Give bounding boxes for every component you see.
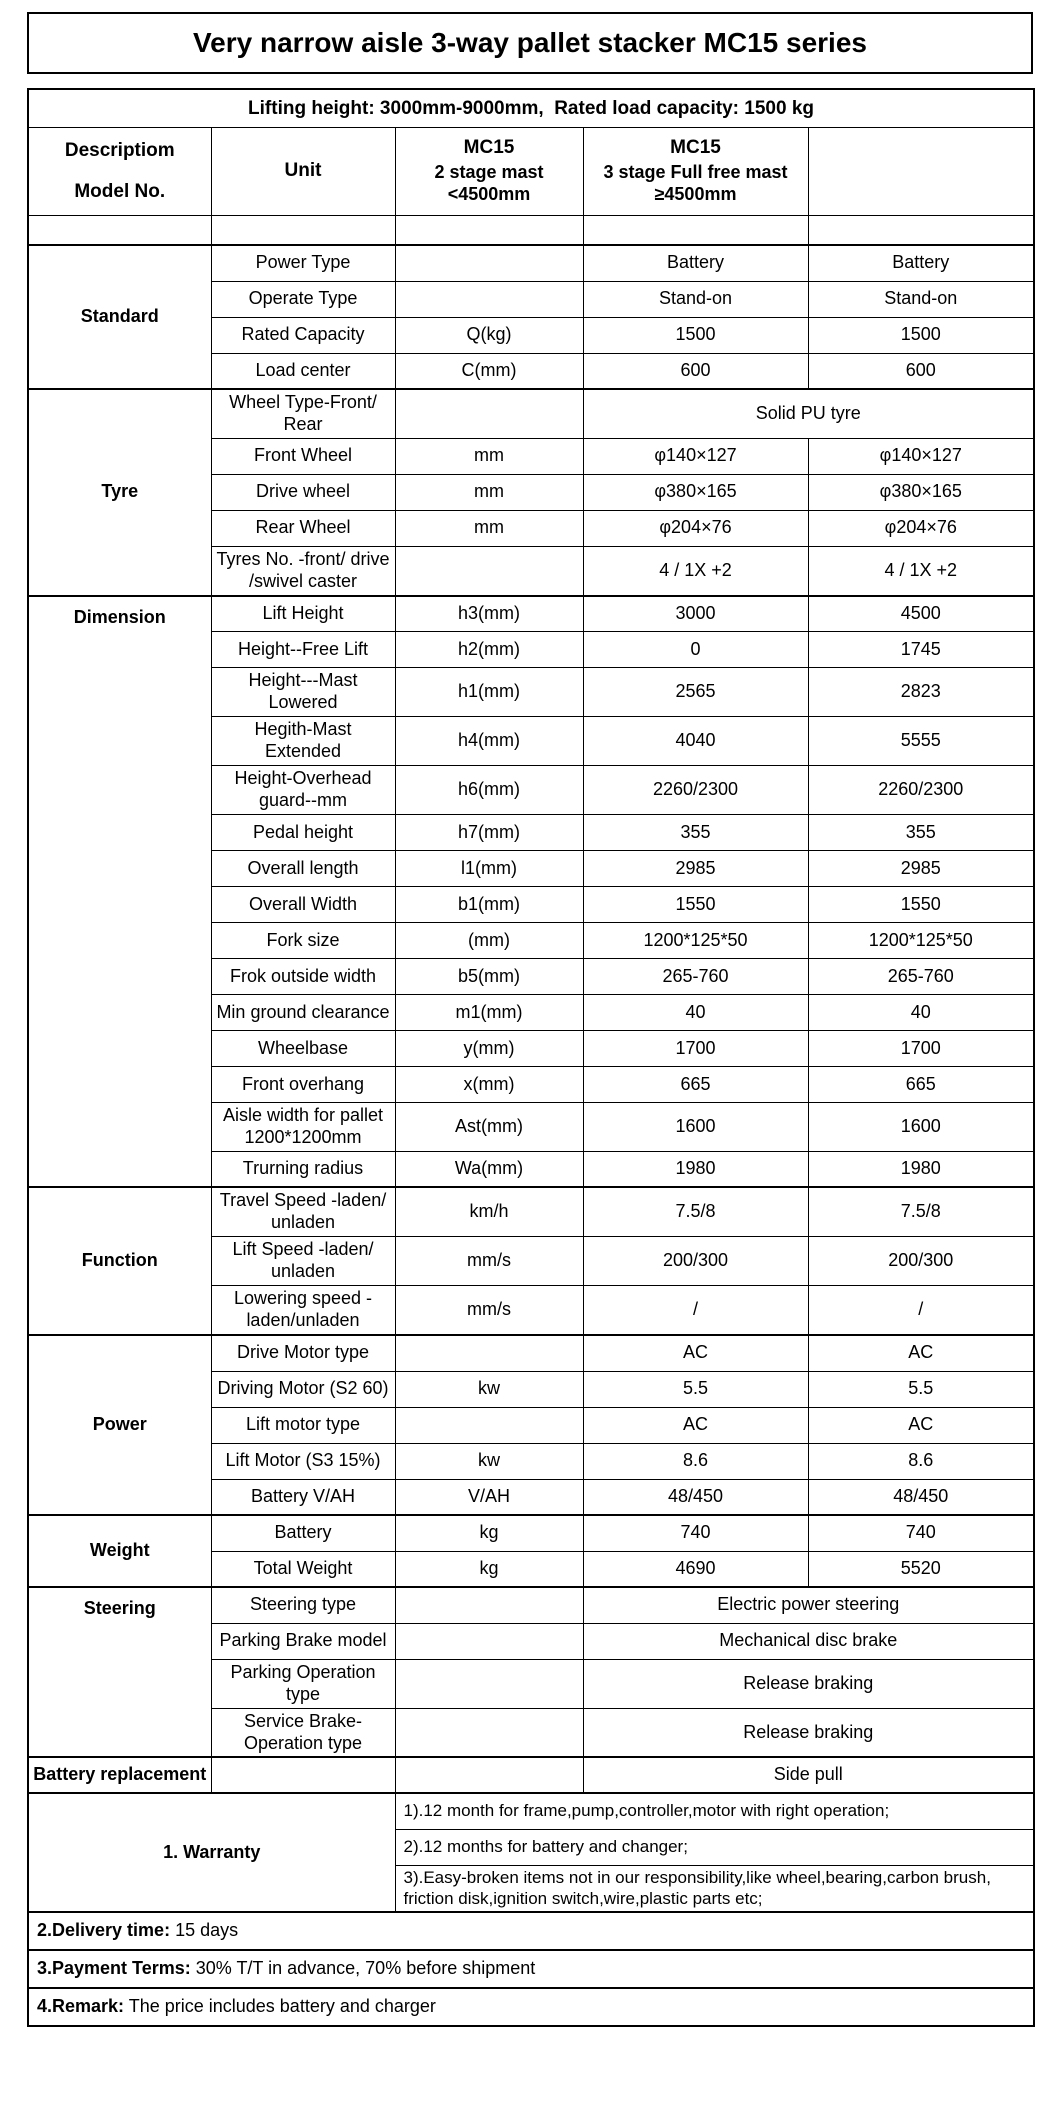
value-span-cell: Electric power steering [583, 1587, 1034, 1623]
value-model1-cell: 1980 [583, 1151, 808, 1187]
parameter-cell: Battery V/AH [211, 1479, 395, 1515]
value-model2-cell: 1980 [808, 1151, 1034, 1187]
value-model2-cell: φ140×127 [808, 438, 1034, 474]
value-span-cell: Side pull [583, 1757, 1034, 1793]
unit-cell: kg [395, 1551, 583, 1587]
parameter-cell: Drive wheel [211, 474, 395, 510]
unit-cell: (mm) [395, 923, 583, 959]
parameter-cell: Min ground clearance [211, 995, 395, 1031]
value-span-cell: Release braking [583, 1708, 1034, 1757]
unit-cell: mm/s [395, 1237, 583, 1286]
unit-cell: Q(kg) [395, 317, 583, 353]
parameter-cell: Lowering speed - laden/unladen [211, 1286, 395, 1335]
unit-cell: h4(mm) [395, 717, 583, 766]
value-model2-cell: φ204×76 [808, 510, 1034, 546]
unit-cell: y(mm) [395, 1031, 583, 1067]
value-model1-cell: φ140×127 [583, 438, 808, 474]
value-model2-cell: 4 / 1X +2 [808, 546, 1034, 595]
value-model2-cell: / [808, 1286, 1034, 1335]
section-label: Standard [28, 245, 211, 389]
value-model1-cell: 1500 [583, 317, 808, 353]
unit-cell: b5(mm) [395, 959, 583, 995]
warranty-label: 1. Warranty [28, 1793, 395, 1912]
parameter-cell: Service Brake-Operation type [211, 1708, 395, 1757]
warranty-item: 3).Easy-broken items not in our responsibility,like wheel,bearing,carbon brush, friction disk,ignition switch,wire,plastic parts etc; [395, 1865, 1034, 1912]
warranty-item: 1).12 month for frame,pump,controller,motor with right operation; [395, 1793, 1034, 1829]
unit-cell: h1(mm) [395, 668, 583, 717]
value-model1-cell: Stand-on [583, 281, 808, 317]
parameter-cell: Front overhang [211, 1067, 395, 1103]
value-model2-cell: 1700 [808, 1031, 1034, 1067]
spec-table [27, 88, 1035, 2027]
value-model1-cell: 2260/2300 [583, 766, 808, 815]
value-model1-cell: 0 [583, 632, 808, 668]
spec-row [28, 1587, 1034, 1623]
header-unit-cell: Unit [211, 127, 395, 215]
parameter-cell: Battery [211, 1515, 395, 1551]
value-model1-cell: 40 [583, 995, 808, 1031]
spacer-cell [583, 215, 808, 245]
unit-cell: l1(mm) [395, 851, 583, 887]
value-model1-cell: 1600 [583, 1103, 808, 1152]
spacer-cell [395, 215, 583, 245]
value-model2-cell: φ380×165 [808, 474, 1034, 510]
value-model2-cell: 1745 [808, 632, 1034, 668]
value-model2-cell: 1500 [808, 317, 1034, 353]
unit-cell: kw [395, 1371, 583, 1407]
parameter-cell: Lift Speed -laden/ unladen [211, 1237, 395, 1286]
spec-row [28, 1335, 1034, 1371]
parameter-cell: Total Weight [211, 1551, 395, 1587]
value-model2-cell: AC [808, 1407, 1034, 1443]
parameter-cell: Power Type [211, 245, 395, 281]
footer-row-cell [28, 1988, 1034, 2026]
unit-cell: V/AH [395, 1479, 583, 1515]
warranty-item: 2).12 months for battery and changer; [395, 1829, 1034, 1865]
parameter-cell: Lift Motor (S3 15%) [211, 1443, 395, 1479]
value-model1-cell: 5.5 [583, 1371, 808, 1407]
unit-cell: h2(mm) [395, 632, 583, 668]
unit-cell [395, 1659, 583, 1708]
unit-cell: m1(mm) [395, 995, 583, 1031]
spec-row [28, 596, 1034, 632]
section-label: Weight [28, 1515, 211, 1587]
value-model2-cell: 4500 [808, 596, 1034, 632]
unit-cell [395, 389, 583, 438]
spec-table-head [28, 89, 1034, 245]
footer-label: 4.Remark: [37, 1996, 125, 2017]
value-model2-cell: 740 [808, 1515, 1034, 1551]
value-model2-cell: 1550 [808, 887, 1034, 923]
value-model2-cell: 265-760 [808, 959, 1034, 995]
value-model2-cell: 665 [808, 1067, 1034, 1103]
spec-row [28, 245, 1034, 281]
unit-cell: C(mm) [395, 353, 583, 389]
parameter-cell: Operate Type [211, 281, 395, 317]
footer-label: 2.Delivery time: [37, 1920, 171, 1941]
value-model1-cell: 265-760 [583, 959, 808, 995]
value-model2-cell: 355 [808, 815, 1034, 851]
unit-cell [395, 546, 583, 595]
header-description-label: Descriptiom [64, 139, 175, 161]
value-model2-cell: 40 [808, 995, 1034, 1031]
parameter-cell: Tyres No. -front/ drive /swivel caster [211, 546, 395, 595]
value-model1-cell: 1200*125*50 [583, 923, 808, 959]
value-model1-cell: 665 [583, 1067, 808, 1103]
parameter-cell: Overall length [211, 851, 395, 887]
footer-text: The price includes battery and charger [124, 1996, 436, 2017]
parameter-cell: Hegith-Mast Extended [211, 717, 395, 766]
value-model1-cell: AC [583, 1335, 808, 1371]
unit-cell: Ast(mm) [395, 1103, 583, 1152]
value-model1-cell: 4 / 1X +2 [583, 546, 808, 595]
parameter-cell: Parking Brake model [211, 1623, 395, 1659]
parameter-cell: Front Wheel [211, 438, 395, 474]
value-model2-cell: 1600 [808, 1103, 1034, 1152]
parameter-cell: Lift Height [211, 596, 395, 632]
value-span-cell: Solid PU tyre [583, 389, 1034, 438]
value-model1-cell: 2985 [583, 851, 808, 887]
unit-cell: h7(mm) [395, 815, 583, 851]
parameter-cell: Parking Operation type [211, 1659, 395, 1708]
parameter-cell: Drive Motor type [211, 1335, 395, 1371]
unit-cell: b1(mm) [395, 887, 583, 923]
value-model2-cell: 48/450 [808, 1479, 1034, 1515]
unit-cell [395, 1623, 583, 1659]
section-label: Steering [28, 1587, 211, 1757]
parameter-cell: Fork size [211, 923, 395, 959]
value-model1-cell: 4690 [583, 1551, 808, 1587]
spacer-cell [808, 215, 1034, 245]
value-model1-cell: 1550 [583, 887, 808, 923]
parameter-cell: Overall Width [211, 887, 395, 923]
section-label: Battery replacement [28, 1757, 211, 1793]
unit-cell [395, 1407, 583, 1443]
value-model1-cell: / [583, 1286, 808, 1335]
parameter-cell: Height---Mast Lowered [211, 668, 395, 717]
value-model2-cell: Stand-on [808, 281, 1034, 317]
value-span-cell: Mechanical disc brake [583, 1623, 1034, 1659]
value-model1-cell: 3000 [583, 596, 808, 632]
unit-cell: Wa(mm) [395, 1151, 583, 1187]
parameter-cell: Rear Wheel [211, 510, 395, 546]
parameter-cell: Pedal height [211, 815, 395, 851]
subtitle-row [28, 89, 1034, 127]
parameter-cell: Wheel Type-Front/ Rear [211, 389, 395, 438]
footer-text: 30% T/T in advance, 70% before shipment [190, 1958, 536, 1979]
value-model2-cell: 2823 [808, 668, 1034, 717]
value-model1-cell: 1700 [583, 1031, 808, 1067]
spec-row [28, 389, 1034, 438]
value-model2-cell: 200/300 [808, 1237, 1034, 1286]
warranty-row [28, 1793, 1034, 1829]
value-model1-cell: 740 [583, 1515, 808, 1551]
spec-row [28, 1515, 1034, 1551]
header-description-model-cell [28, 127, 211, 215]
page-title: Very narrow aisle 3-way pallet stacker MC15 series [27, 12, 1033, 74]
parameter-cell: Height-Overhead guard--mm [211, 766, 395, 815]
parameter-cell: Travel Speed -laden/ unladen [211, 1187, 395, 1236]
footer-row [28, 1912, 1034, 1950]
value-model1-cell: φ204×76 [583, 510, 808, 546]
value-model2-cell: 5555 [808, 717, 1034, 766]
unit-cell: h3(mm) [395, 596, 583, 632]
unit-cell [395, 281, 583, 317]
value-model2-cell: 2260/2300 [808, 766, 1034, 815]
value-model1-cell: Battery [583, 245, 808, 281]
unit-cell: x(mm) [395, 1067, 583, 1103]
value-model2-cell: 8.6 [808, 1443, 1034, 1479]
value-model1-cell: 355 [583, 815, 808, 851]
value-model2-cell: 600 [808, 353, 1034, 389]
section-label: Dimension [28, 596, 211, 1188]
spec-row [28, 1187, 1034, 1236]
value-model2-cell: AC [808, 1335, 1034, 1371]
spacer-cell [211, 215, 395, 245]
footer-row-cell [28, 1950, 1034, 1988]
parameter-cell: Aisle width for pallet 1200*1200mm [211, 1103, 395, 1152]
parameter-cell: Wheelbase [211, 1031, 395, 1067]
value-model1-cell: 48/450 [583, 1479, 808, 1515]
footer-row-cell [28, 1912, 1034, 1950]
header-model1-cell [395, 127, 583, 215]
spacer-cell [28, 215, 211, 245]
parameter-cell: Rated Capacity [211, 317, 395, 353]
value-model1-cell: 600 [583, 353, 808, 389]
value-model2-cell: 5520 [808, 1551, 1034, 1587]
value-model2-cell: 1200*125*50 [808, 923, 1034, 959]
unit-cell [395, 1587, 583, 1623]
unit-cell: mm/s [395, 1286, 583, 1335]
spec-table-body [28, 245, 1034, 2026]
value-model2-cell: 7.5/8 [808, 1187, 1034, 1236]
value-span-cell: Release braking [583, 1659, 1034, 1708]
unit-cell [395, 1757, 583, 1793]
value-model1-cell: 4040 [583, 717, 808, 766]
parameter-cell: Height--Free Lift [211, 632, 395, 668]
value-model2-cell: 5.5 [808, 1371, 1034, 1407]
parameter-cell: Trurning radius [211, 1151, 395, 1187]
value-model1-cell: 2565 [583, 668, 808, 717]
unit-cell: mm [395, 510, 583, 546]
value-model1-cell: φ380×165 [583, 474, 808, 510]
value-model2-cell: 2985 [808, 851, 1034, 887]
unit-cell: mm [395, 474, 583, 510]
section-label: Function [28, 1187, 211, 1335]
section-label: Tyre [28, 389, 211, 596]
value-model1-cell: 8.6 [583, 1443, 808, 1479]
header-model2-name: MC15 [670, 137, 721, 159]
header-model1-spec: 2 stage mast <4500mm [434, 161, 544, 204]
header-model1-name: MC15 [463, 137, 515, 159]
unit-cell [395, 245, 583, 281]
unit-cell [395, 1708, 583, 1757]
spacer-row [28, 215, 1034, 245]
header-model2-spec: 3 stage Full free mast ≥4500mm [603, 161, 788, 204]
footer-label: 3.Payment Terms: [37, 1958, 191, 1979]
unit-cell: kw [395, 1443, 583, 1479]
footer-row [28, 1988, 1034, 2026]
spec-row [28, 1757, 1034, 1793]
parameter-cell: Frok outside width [211, 959, 395, 995]
footer-text: 15 days [170, 1920, 239, 1941]
header-model-no-label: Model No. [74, 181, 166, 202]
value-model1-cell: 7.5/8 [583, 1187, 808, 1236]
header-model2-cell [583, 127, 808, 215]
section-label: Power [28, 1335, 211, 1515]
lifting-height-subtitle: Lifting height: 3000mm-9000mm, Rated load capacity: 1500 kg [28, 89, 1034, 127]
parameter-cell: Load center [211, 353, 395, 389]
parameter-cell [211, 1757, 395, 1793]
value-model1-cell: AC [583, 1407, 808, 1443]
value-model2-cell: Battery [808, 245, 1034, 281]
header-row [28, 127, 1034, 215]
unit-cell [395, 1335, 583, 1371]
unit-cell: h6(mm) [395, 766, 583, 815]
value-model1-cell: 200/300 [583, 1237, 808, 1286]
parameter-cell: Lift motor type [211, 1407, 395, 1443]
parameter-cell: Steering type [211, 1587, 395, 1623]
footer-row [28, 1950, 1034, 1988]
unit-cell: km/h [395, 1187, 583, 1236]
unit-cell: mm [395, 438, 583, 474]
parameter-cell: Driving Motor (S2 60) [211, 1371, 395, 1407]
unit-cell: kg [395, 1515, 583, 1551]
